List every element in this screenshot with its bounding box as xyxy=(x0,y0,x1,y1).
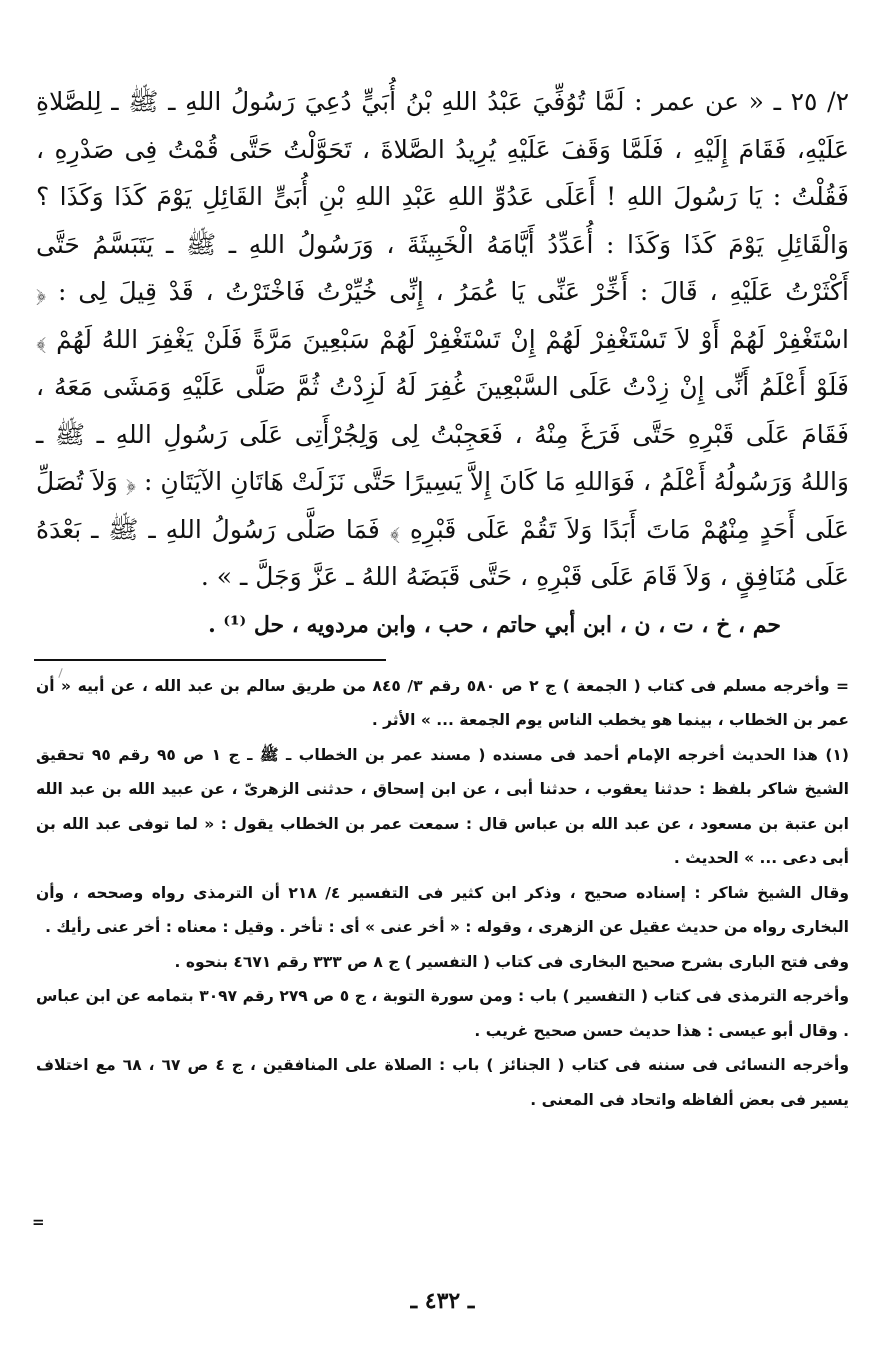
footnote-divider xyxy=(34,659,386,661)
hadith-text: ٢/ ٢٥ ـ « عن عمر : لَمَّا تُوُفِّيَ عَبْدُ اللهِ بْنُ أُبَيٍّ دُعِيَ رَسُولُ اللهِ ـ ﷺ ـ لِلصَّلاةِ عَلَيْهِ، فَقَامَ إِلَيْهِ ، فَلَمَّا وَقَفَ عَلَيْهِ يُرِيدُ الصَّلاةَ ، تَحَوَّلْتُ حَتَّى قُمْتُ فِى صَدْرِهِ ، فَقُلْتُ : يَا رَسُولَ اللهِ ! أَعَلَى عَدُوِّ اللهِ عَبْدِ اللهِ بْنِ أُبَىٍّ القَائِلِ يَوْمَ كَذَا وَكَذَا ؟ وَالْقَائِلِ يَوْمَ كَذَا وَكَذَا : أُعَدِّدُ أَيَّامَهُ الْخَبِيثَةَ ، وَرَسُولُ اللهِ ـ ﷺ ـ يَتَبَسَّمُ حَتَّى أَكْثَرْتُ عَلَيْهِ ، قَالَ : أَخِّرْ عَنِّى يَا عُمَرُ ، إِنِّى خُيِّرْتُ فَاخْتَرْتُ ، قَدْ قِيلَ لِى : ﴿ اسْتَغْفِرْ لَهُمْ أَوْ لاَ تَسْتَغْفِرْ لَهُمْ إِنْ تَسْتَغْفِرْ لَهُمْ سَبْعِينَ مَرَّةً فَلَنْ يَغْفِرَ اللهُ لَهُمْ ﴾ فَلَوْ أَعْلَمُ أَنِّى إِنْ زِدْتُ عَلَى السَّبْعِينَ غُفِرَ لَهُ لَزِدْتُ ثُمَّ صَلَّى عَلَيْهِ وَمَشَى مَعَهُ ، فَقَامَ عَلَى قَبْرِهِ حَتَّى فَرَغَ مِنْهُ ، فَعَجِبْتُ لِى وَلِجُرْأَتِى عَلَى رَسُولِ اللهِ ـ ﷺ ـ وَاللهُ وَرَسُولُهُ أَعْلَمُ ، فَوَاللهِ مَا كَانَ إِلاَّ يَسِيرًا حَتَّى نَزَلَتْ هَاتَانِ الآيَتَانِ : ﴿ وَلاَ تُصَلِّ عَلَى أَحَدٍ مِنْهُمْ مَاتَ أَبَدًا وَلاَ تَقُمْ عَلَى قَبْرِهِ ﴾ فَمَا صَلَّى رَسُولُ اللهِ ـ ﷺ ـ بَعْدَهُ عَلَى مُنَافِقٍ ، وَلاَ قَامَ عَلَى قَبْرِهِ ، حَتَّى قَبَضَهُ اللهُ ـ عَزَّ وَجَلَّ ـ » . xyxy=(36,87,849,591)
page-number: ـ ٤٣٢ ـ xyxy=(410,1288,475,1314)
footnote-continued: = وأخرجه مسلم فى كتاب ( الجمعة ) ج ٢ ص ٥٨٠ رقم ٣/ ٨٤٥ من طريق سالم بن عبد الله ، عن أبيه « أن عمر بن الخطاب ، بينما هو يخطب الناس يوم الجمعة ... » الأثر . xyxy=(36,676,849,729)
footnote-1-paragraph-1: (١) هذا الحديث أخرجه الإمام أحمد فى مسنده ( مسند عمر بن الخطاب ـ ﷺ ـ ج ١ ص ٩٥ رقم ٩٥ تحقيق الشيخ شاكر بلفظ : حدثنا يعقوب ، حدثنا أبى ، عن ابن إسحاق ، حدثنى الزهرىّ ، عن عبيد الله بن عبد الله ابن عتبة بن مسعود ، عن عبد الله بن عباس قال : سمعت عمر بن الخطاب يقول : « لما توفى عبد الله بن أبى دعى ... » الحديث . xyxy=(36,745,849,867)
footnote-1-paragraph-2: وقال الشيخ شاكر : إسناده صحيح ، وذكر ابن كثير فى التفسير ٤/ ٢١٨ أن الترمذى رواه وصححه ، وأن البخارى رواه من حديث عقيل عن الزهرى ، وقوله : « أخر عنى » أى : تأخر . وقيل : معناه : أخر عنى رأيك . xyxy=(36,883,850,936)
footnote-continues-mark: = xyxy=(32,1213,45,1231)
footnotes-block xyxy=(36,669,849,1118)
hadith-block xyxy=(36,78,849,601)
footnote-1-paragraph-4: وأخرجه الترمذى فى كتاب ( التفسير ) باب : ومن سورة التوبة ، ج ٥ ص ٢٧٩ رقم ٣٠٩٧ بتمامه عن ابن عباس . وقال أبو عيسى : هذا حديث حسن صحيح غريب . xyxy=(36,987,849,1040)
footnote-1-paragraph-5: وأخرجه النسائى فى سننه فى كتاب ( الجنائز ) باب : الصلاة على المنافقين ، ج ٤ ص ٦٧ ، ٦٨ مع اختلاف يسير فى بعض ألفاظه واتحاد فى المعنى . xyxy=(36,1056,849,1109)
page-body xyxy=(36,78,849,1117)
footnote-1-paragraph-3: وفى فتح البارى بشرح صحيح البخارى فى كتاب ( التفسير ) ج ٨ ص ٣٣٣ رقم ٤٦٧١ بنحوه . xyxy=(174,952,849,971)
hadith-sources: حم ، خ ، ت ، ن ، ابن أبي حاتم ، حب ، وابن مردويه ، حل ⁽¹⁾ . xyxy=(208,611,781,638)
